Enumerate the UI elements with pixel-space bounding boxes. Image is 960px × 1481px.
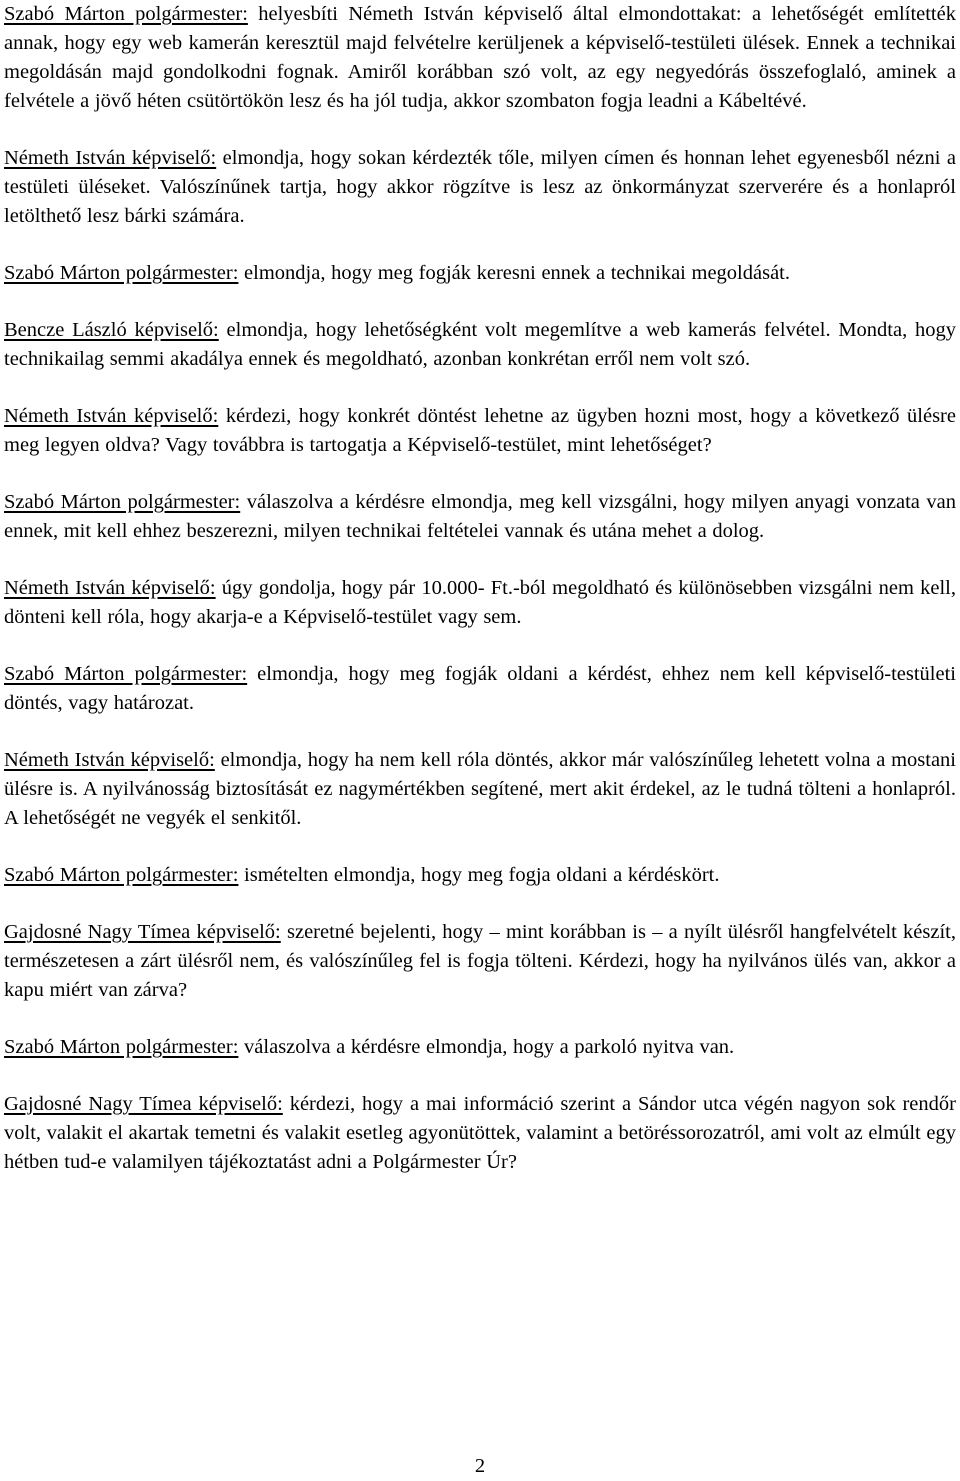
- paragraph-text: szeretné bejelenti, hogy – mint korábban is – a nyílt ülésről hangfelvételt készít, természetesen a zárt ülésről nem, és valószínűleg fel is fogja tölteni. Kérdezi, hogy ha nyilvános ülés van, akkor a kapu miért van zárva?: [4, 921, 956, 1001]
- minutes-body: [4, 0, 956, 1177]
- paragraph-text: kérdezi, hogy konkrét döntést lehetne az ügyben hozni most, hogy a következő ülésre meg legyen oldva? Vagy továbbra is tartogatja a Képviselő-testület, mint lehetőséget?: [4, 405, 956, 456]
- paragraph: [4, 402, 956, 460]
- paragraph: [4, 488, 956, 546]
- paragraph-text: elmondja, hogy meg fogják keresni ennek a technikai megoldását.: [238, 262, 790, 284]
- paragraph-text: elmondja, hogy lehetőségként volt megemlítve a web kamerás felvétel. Mondta, hogy technikailag semmi akadálya ennek és megoldható, azonban konkrétan erről nem volt szó.: [4, 319, 956, 370]
- speaker-name: Szabó Márton polgármester:: [4, 1036, 239, 1058]
- paragraph-text: ismételten elmondja, hogy meg fogja oldani a kérdéskört.: [238, 864, 720, 886]
- speaker-name: Németh István képviselő:: [4, 577, 216, 599]
- speaker-name: Szabó Márton polgármester:: [4, 3, 248, 25]
- paragraph-text: válaszolva a kérdésre elmondja, hogy a parkoló nyitva van.: [238, 1036, 735, 1058]
- paragraph: [4, 1033, 956, 1062]
- paragraph-text: elmondja, hogy ha nem kell róla döntés, akkor már valószínűleg lehetett volna a mostani ülésre is. A nyilvánosság biztosítását ez nagymértékben segítené, mert akit érdekel, az le tudná tölteni a honlapról. A lehetőségét ne vegyék el senkitől.: [4, 749, 956, 829]
- paragraph: [4, 660, 956, 718]
- speaker-name: Németh István képviselő:: [4, 405, 219, 427]
- speaker-name: Szabó Márton polgármester:: [4, 262, 239, 284]
- paragraph-text: válaszolva a kérdésre elmondja, meg kell vizsgálni, hogy milyen anyagi vonzata van ennek, mit kell ehhez beszerezni, milyen technikai feltételei vannak és utána mehet a dolog.: [4, 491, 956, 542]
- paragraph-text: kérdezi, hogy a mai információ szerint a Sándor utca végén nagyon sok rendőr volt, valakit el akartak temetni és valakit esetleg agyonütöttek, valamint a betöréssorozatról, ami volt az elmúlt egy hétben tud-e valamilyen tájékoztatást adni a Polgármester Úr?: [4, 1093, 956, 1173]
- paragraph-text: helyesbíti Németh István képviselő által elmondottakat: a lehetőségét említették annak, hogy egy web kamerán keresztül majd felvételre kerüljenek a képviselő-testületi ülések. Ennek a technikai megoldásán majd gondolkodni fognak. Amiről korábban szó volt, az egy negyedórás összefoglaló, aminek a felvétele a jövő héten csütörtökön lesz és ha jól tudja, akkor szombaton fogja leadni a Kábeltévé.: [4, 3, 956, 112]
- paragraph: [4, 861, 956, 890]
- paragraph: [4, 918, 956, 1005]
- paragraph-text: elmondja, hogy meg fogják oldani a kérdést, ehhez nem kell képviselő-testületi döntés, vagy határozat.: [4, 663, 956, 714]
- speaker-name: Gajdosné Nagy Tímea képviselő:: [4, 921, 281, 943]
- speaker-name: Szabó Márton polgármester:: [4, 864, 239, 886]
- paragraph: [4, 316, 956, 374]
- paragraph: [4, 1090, 956, 1177]
- speaker-name: Szabó Márton polgármester:: [4, 491, 241, 513]
- paragraph-text: elmondja, hogy sokan kérdezték tőle, milyen címen és honnan lehet egyenesből nézni a testületi üléseket. Valószínűnek tartja, hogy akkor rögzítve is lesz az önkormányzat szerverére és a honlapról letölthető lesz bárki számára.: [4, 147, 956, 227]
- speaker-name: Németh István képviselő:: [4, 749, 215, 771]
- speaker-name: Németh István képviselő:: [4, 147, 217, 169]
- paragraph: [4, 0, 956, 116]
- speaker-name: Bencze László képviselő:: [4, 319, 219, 341]
- paragraph: [4, 259, 956, 288]
- document-page: [4, 0, 956, 1480]
- paragraph-text: úgy gondolja, hogy pár 10.000- Ft.-ból megoldható és különösebben vizsgálni nem kell, dönteni kell róla, hogy akarja-e a Képviselő-testület vagy sem.: [4, 577, 956, 628]
- speaker-name: Szabó Márton polgármester:: [4, 663, 248, 685]
- paragraph: [4, 144, 956, 231]
- speaker-name: Gajdosné Nagy Tímea képviselő:: [4, 1093, 283, 1115]
- paragraph: [4, 746, 956, 833]
- page-number: 2: [474, 1455, 486, 1477]
- paragraph: [4, 574, 956, 632]
